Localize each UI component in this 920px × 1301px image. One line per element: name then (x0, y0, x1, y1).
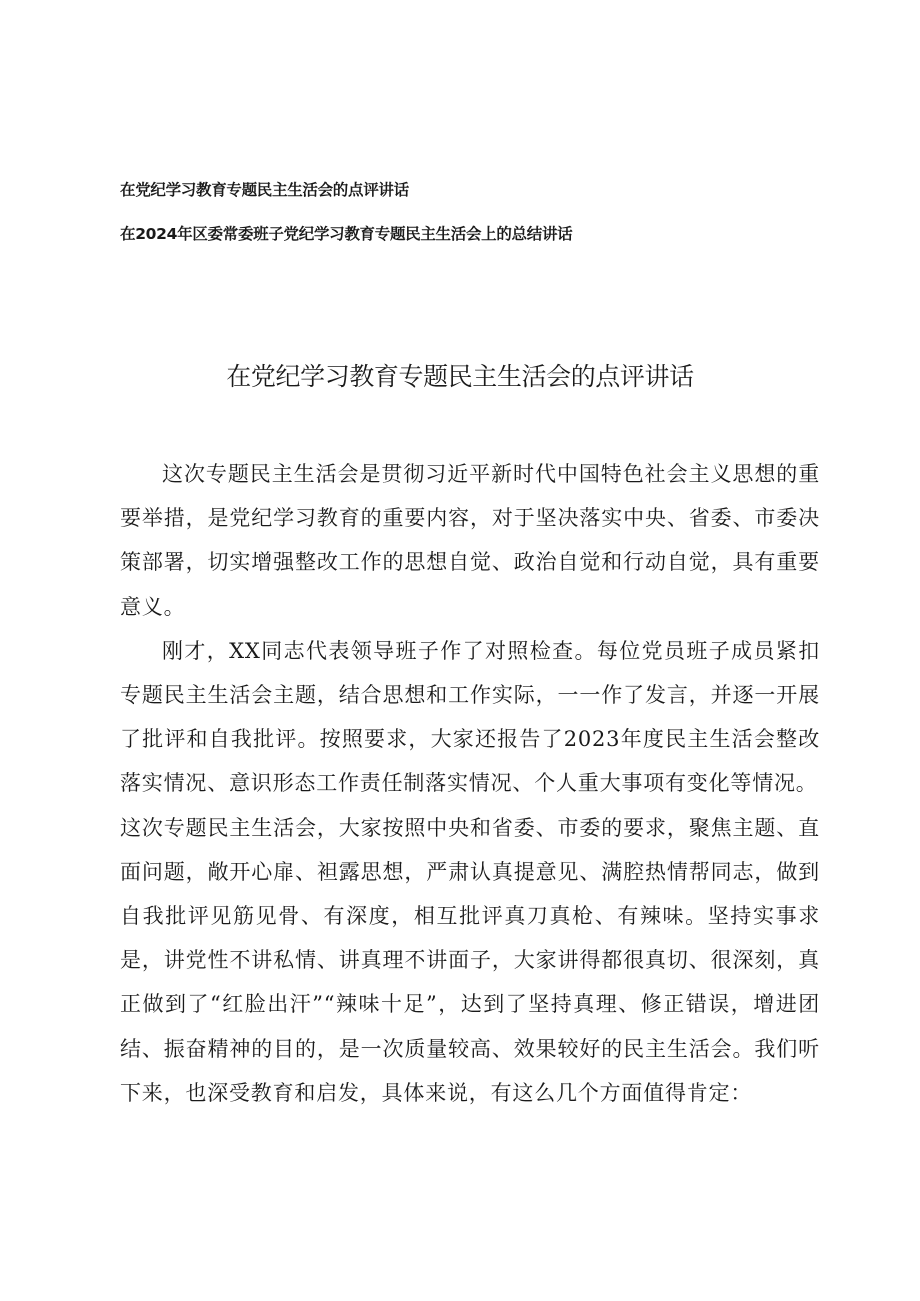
paragraph-3: 这次专题民主生活会，大家按照中央和省委、市委的要求，聚焦主题、直面问题，敞开心扉、袒露思想，严肃认真提意见、满腔热情帮同志，做到自我批评见筋见骨、有深度，相互批评真刀真枪、有辣味。坚持实事求是，讲党性不讲私情、讲真理不讲面子，大家讲得都很真切、很深刻，真正做到了“红脸出汗”“辣味十足”，达到了坚持真理、修正错误，增进团结、振奋精神的目的，是一次质量较高、效果较好的民主生活会。我们听下来，也深受教育和启发，具体来说，有这么几个方面值得肯定： (120, 815, 820, 1105)
paragraph-1: 这次专题民主生活会是贯彻习近平新时代中国特色社会主义思想的重要举措，是党纪学习教育的重要内容，对于坚决落实中央、省委、市委决策部署，切实增强整改工作的思想自觉、政治自觉和行动自觉，具有重要意义。 (120, 462, 820, 619)
paragraph-2: 刚才，XX同志代表领导班子作了对照检查。每位党员班子成员紧扣专题民主生活会主题，结合思想和工作实际，一一作了发言，并逐一开展了批评和自我批评。按照要求，大家还报告了2023年度民主生活会整改落实情况、意识形态工作责任制落实情况、个人重大事项有变化等情况。 (120, 638, 820, 796)
document-body (120, 452, 820, 1115)
toc-item-2[interactable]: 在2024年区委常委班子党纪学习教育专题民主生活会上的总结讲话 (120, 224, 573, 243)
toc-item-1[interactable]: 在党纪学习教育专题民主生活会的点评讲话 (120, 181, 409, 199)
document-title: 在党纪学习教育专题民主生活会的点评讲话 (226, 362, 694, 391)
table-of-contents (120, 183, 572, 242)
